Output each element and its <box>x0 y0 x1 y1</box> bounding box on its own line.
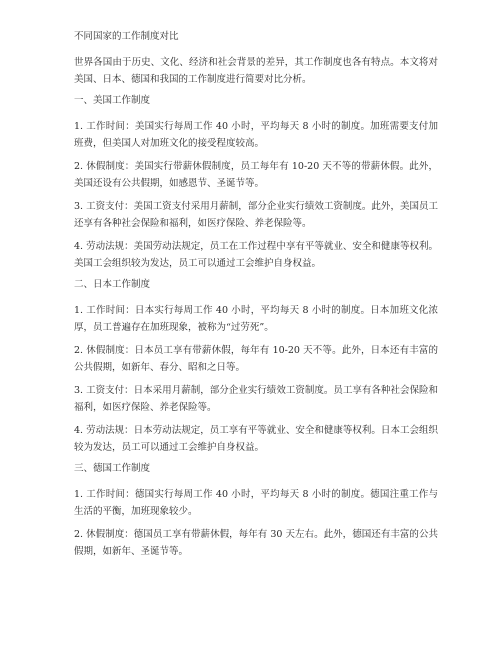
section-heading: 三、德国工作制度 <box>74 463 151 474</box>
paragraph: 1. 工作时间：德国实行每周工作 40 小时，平均每天 8 小时的制度。德国注重工作与生活的平衡，加班现象较少。 <box>74 489 438 517</box>
paragraph: 3. 工资支付：美国工资支付采用月薪制，部分企业实行绩效工资制度。此外，美国员工还享有各种社会保险和福利，如医疗保险、养老保险等。 <box>74 201 438 229</box>
document-body <box>74 30 438 566</box>
section-heading: 二、日本工作制度 <box>74 279 151 290</box>
paragraph: 2. 休假制度：美国实行带薪休假制度，员工每年有 10-20 天不等的带薪休假。此外，美国还设有公共假期，如感恩节、圣诞节等。 <box>74 161 438 189</box>
document-title: 不同国家的工作制度对比 <box>74 31 179 42</box>
section-usa <box>74 94 438 272</box>
paragraph: 4. 劳动法规：美国劳动法规定，员工在工作过程中享有平等就业、安全和健康等权利。美国工会组织较为发达，员工可以通过工会维护自身权益。 <box>74 241 438 269</box>
paragraph: 2. 休假制度：日本员工享有带薪休假，每年有 10-20 天不等。此外，日本还有丰富的公共假期，如新年、春分、昭和之日等。 <box>74 345 438 373</box>
intro-paragraph: 世界各国由于历史、文化、经济和社会背景的差异，其工作制度也各有特点。本文将对美国、日本、德国和我国的工作制度进行简要对比分析。 <box>74 57 438 85</box>
paragraph: 3. 工资支付：日本采用月薪制，部分企业实行绩效工资制度。员工享有各种社会保险和福利，如医疗保险、养老保险等。 <box>74 385 438 413</box>
paragraph: 1. 工作时间：美国实行每周工作 40 小时，平均每天 8 小时的制度。加班需要支付加班费，但美国人对加班文化的接受程度较高。 <box>74 121 438 149</box>
paragraph: 4. 劳动法规：日本劳动法规定，员工享有平等就业、安全和健康等权利。日本工会组织较为发达，员工可以通过工会维护自身权益。 <box>74 425 438 453</box>
paragraph: 1. 工作时间：日本实行每周工作 40 小时，平均每天 8 小时的制度。日本加班文化浓厚，员工普遍存在加班现象，被称为“过劳死”。 <box>74 305 438 333</box>
section-japan <box>74 278 438 456</box>
section-heading: 一、美国工作制度 <box>74 95 151 106</box>
paragraph: 2. 休假制度：德国员工享有带薪休假，每年有 30 天左右。此外，德国还有丰富的公共假期，如新年、圣诞节等。 <box>74 529 438 557</box>
section-germany <box>74 462 438 560</box>
